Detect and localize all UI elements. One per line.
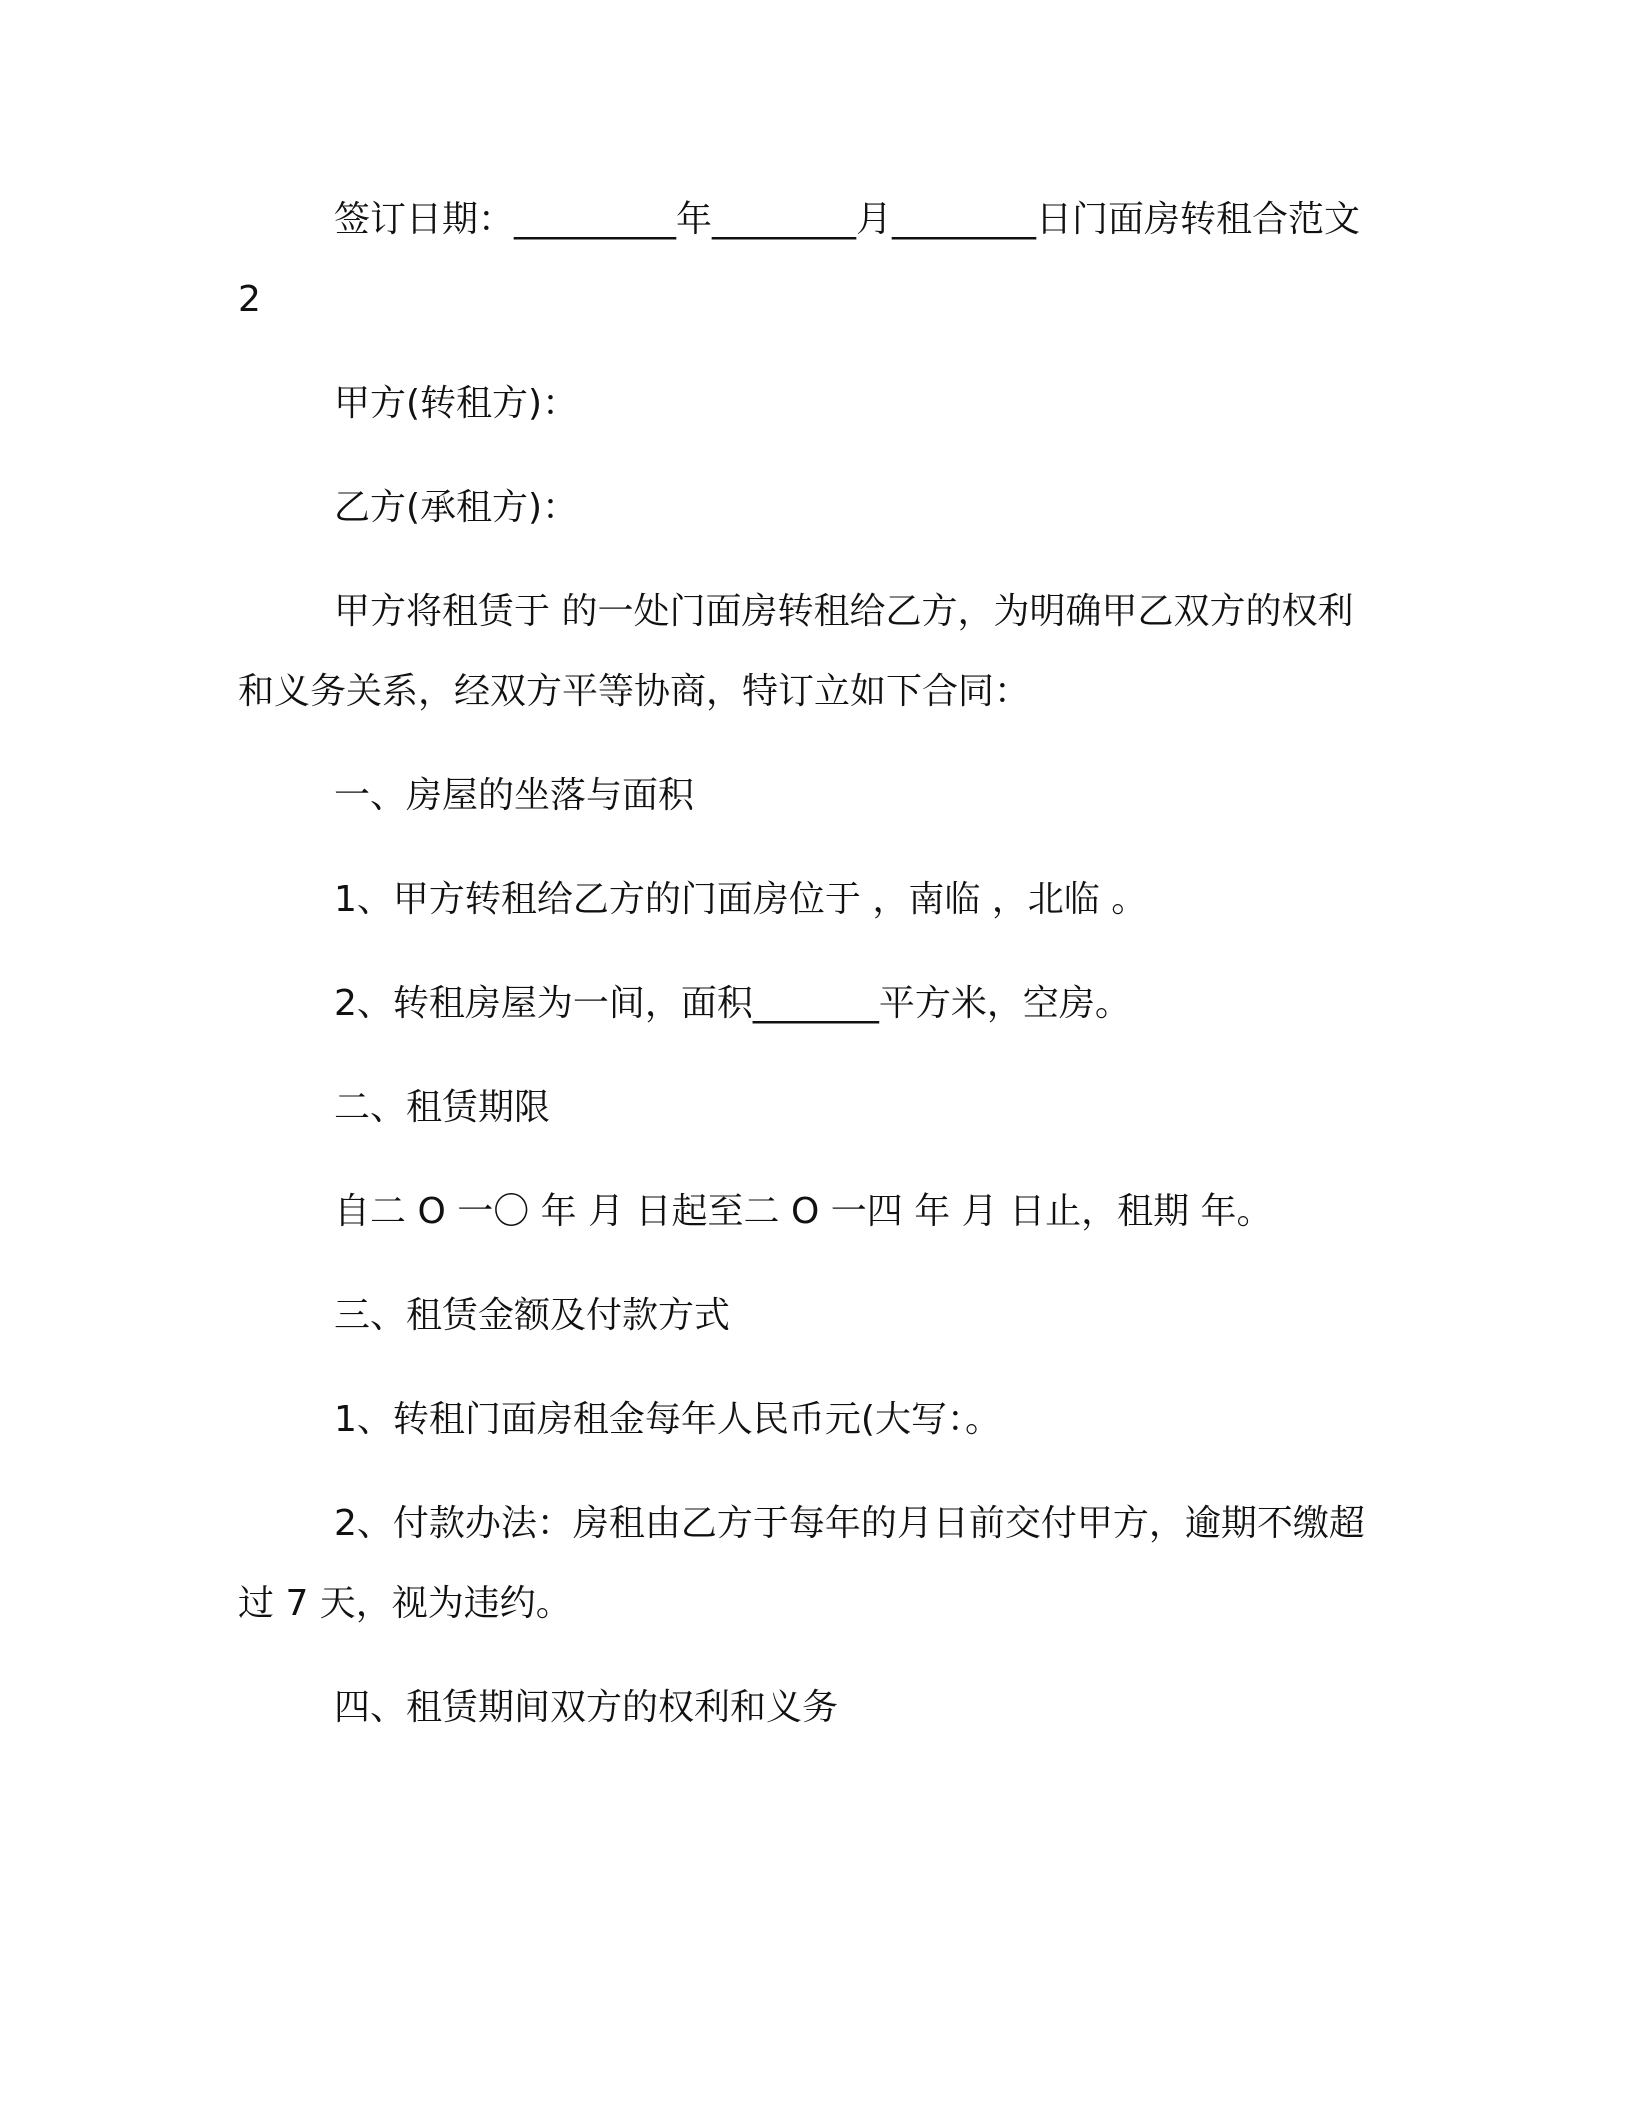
section-heading-4: 四、租赁期间双方的权利和义务 xyxy=(334,1687,839,1728)
signing-date-line: 签订日期：_________年________月________日门面房转租合范文 2 xyxy=(238,199,1372,320)
section-heading-3: 三、租赁金额及付款方式 xyxy=(334,1295,731,1336)
clause-1-2: 2、转租房屋为一间，面积_______平方米，空房。 xyxy=(334,983,1131,1024)
document-body xyxy=(238,180,1388,1772)
intro-paragraph: 甲方将租赁于 的一处门面房转租给乙方，为明确甲乙双方的权利和义务关系，经双方平等协商，特订立如下合同： xyxy=(238,591,1354,712)
section-heading-1: 一、房屋的坐落与面积 xyxy=(334,775,695,816)
party-b-line: 乙方(承租方)： xyxy=(334,487,579,528)
clause-3-2: 2、付款办法：房租由乙方于每年的月日前交付甲方，逾期不缴超过 7 天，视为违约。 xyxy=(238,1503,1365,1624)
clause-3-1: 1、转租门面房租金每年人民币元(大写：。 xyxy=(334,1399,1001,1440)
party-a-line: 甲方(转租方)： xyxy=(334,383,579,424)
section-heading-2: 二、租赁期限 xyxy=(334,1087,551,1128)
lease-term-line: 自二 O 一〇 年 月 日起至二 O 一四 年 月 日止，租期 年。 xyxy=(334,1191,1273,1232)
clause-1-1: 1、甲方转租给乙方的门面房位于 ，南临 ，北临 。 xyxy=(334,879,1148,920)
